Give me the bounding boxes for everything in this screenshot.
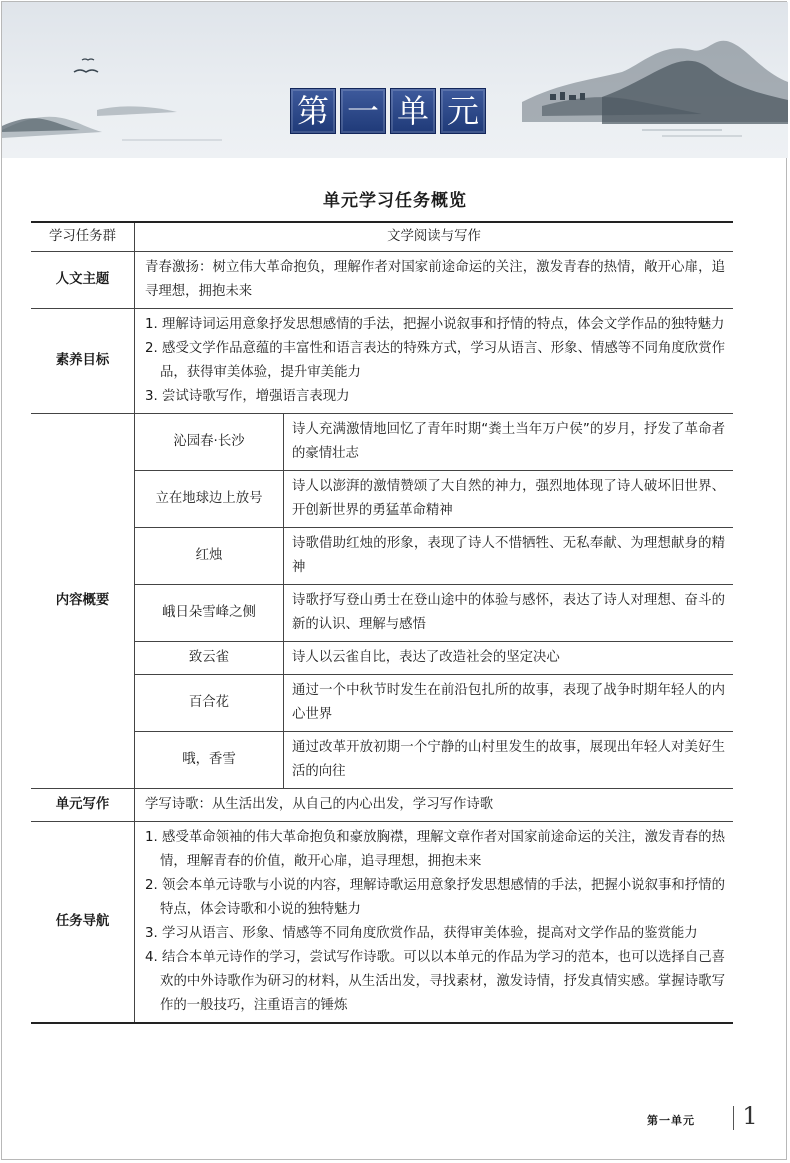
humanities-row xyxy=(31,252,733,309)
header-reading-writing: 文学阅读与写作 xyxy=(135,222,734,252)
table-header-row xyxy=(31,222,733,252)
unit-title-char: 单 xyxy=(390,88,436,134)
work-summary: 诗歌抒写登山勇士在登山途中的体验与感怀，表达了诗人对理想、奋斗的新的认识、理解与感悟 xyxy=(284,585,734,642)
humanities-text: 青春激扬：树立伟大革命抱负，理解作者对国家前途命运的关注，激发青春的热情，敞开心扉，追寻理想，拥抱未来 xyxy=(135,252,734,309)
writing-text: 学写诗歌：从生活出发，从自己的内心出发，学习写作诗歌 xyxy=(135,789,734,822)
guide-list xyxy=(135,822,734,1024)
work-title: 立在地球边上放号 xyxy=(135,471,284,528)
guide-label: 任务导航 xyxy=(31,822,135,1024)
content-row xyxy=(31,732,733,789)
work-summary: 诗人以澎湃的激情赞颂了大自然的神力，强烈地体现了诗人破坏旧世界、开创新世界的勇猛革命精神 xyxy=(284,471,734,528)
work-title: 百合花 xyxy=(135,675,284,732)
list-item: 2. 领会本单元诗歌与小说的内容，理解诗歌运用意象抒发思想感情的手法，把握小说叙事和抒情的特点，体会诗歌和小说的独特魅力 xyxy=(145,878,725,917)
writing-row xyxy=(31,789,733,822)
work-summary: 通过改革开放初期一个宁静的山村里发生的故事，展现出年轻人对美好生活的向往 xyxy=(284,732,734,789)
header-banner xyxy=(2,2,788,158)
literacy-list xyxy=(135,309,734,414)
unit-title-char: 第 xyxy=(290,88,336,134)
header-task-group: 学习任务群 xyxy=(31,222,135,252)
work-summary: 诗歌借助红烛的形象，表现了诗人不惜牺牲、无私奉献、为理想献身的精神 xyxy=(284,528,734,585)
content-row xyxy=(31,471,733,528)
unit-title xyxy=(290,88,486,134)
list-item: 3. 学习从语言、形象、情感等不同角度欣赏作品，获得审美体验，提高对文学作品的鉴赏能力 xyxy=(145,926,698,941)
list-item: 2. 感受文学作品意蕴的丰富性和语言表达的特殊方式，学习从语言、形象、情感等不同角度欣赏作品，获得审美体验，提升审美能力 xyxy=(145,341,725,380)
guide-row xyxy=(31,822,733,1024)
literacy-row xyxy=(31,309,733,414)
list-item: 3. 尝试诗歌写作，增强语言表现力 xyxy=(145,389,350,404)
work-summary: 诗人充满激情地回忆了青年时期“粪土当年万户侯”的岁月，抒发了革命者的豪情壮志 xyxy=(284,414,734,471)
work-title: 峨日朵雪峰之侧 xyxy=(135,585,284,642)
ink-landscape-illustration xyxy=(2,2,788,158)
work-summary: 诗人以云雀自比，表达了改造社会的坚定决心 xyxy=(284,642,734,675)
unit-title-char: 一 xyxy=(340,88,386,134)
content-row xyxy=(31,585,733,642)
list-item: 1. 感受革命领袖的伟大革命抱负和豪放胸襟，理解文章作者对国家前途命运的关注，激发青春的热情，理解青春的价值，敞开心扉，追寻理想，拥抱未来 xyxy=(145,830,725,869)
work-title: 致云雀 xyxy=(135,642,284,675)
footer-divider xyxy=(733,1106,734,1130)
unit-title-char: 元 xyxy=(440,88,486,134)
content-row xyxy=(31,642,733,675)
work-title: 沁园春·长沙 xyxy=(135,414,284,471)
work-title: 红烛 xyxy=(135,528,284,585)
content-row xyxy=(31,528,733,585)
work-title: 哦，香雪 xyxy=(135,732,284,789)
document-title: 单元学习任务概览 xyxy=(323,191,467,211)
page-number: 1 xyxy=(742,1102,758,1130)
content-row xyxy=(31,675,733,732)
content-label: 内容概要 xyxy=(31,414,135,789)
overview-table xyxy=(31,221,733,1024)
work-summary: 通过一个中秋节时发生在前沿包扎所的故事，表现了战争时期年轻人的内心世界 xyxy=(284,675,734,732)
literacy-label: 素养目标 xyxy=(31,309,135,414)
list-item: 1. 理解诗词运用意象抒发思想感情的手法，把握小说叙事和抒情的特点，体会文学作品的独特魅力 xyxy=(145,317,725,332)
list-item: 4. 结合本单元诗作的学习，尝试写作诗歌。可以以本单元的作品为学习的范本，也可以选择自己喜欢的中外诗歌作为研习的材料，从生活出发，寻找素材，激发诗情，抒发真情实感。掌握诗歌写作的一般技巧，注重语言的锤炼 xyxy=(145,950,725,1013)
footer-unit-label: 第一单元 xyxy=(647,1114,695,1127)
writing-label: 单元写作 xyxy=(31,789,135,822)
humanities-label: 人文主题 xyxy=(31,252,135,309)
content-row xyxy=(31,414,733,471)
